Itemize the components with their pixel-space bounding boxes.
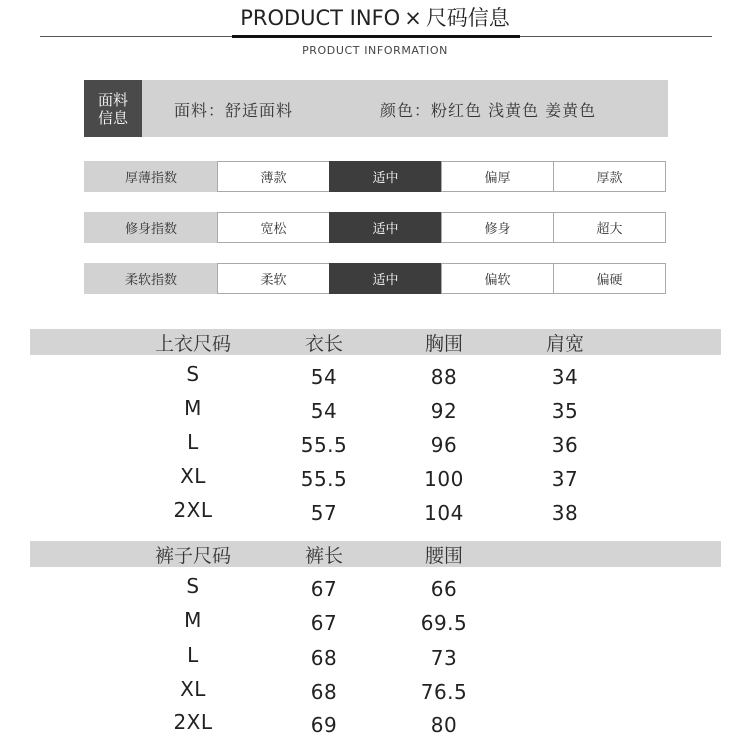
pants-waist-header: 腰围 xyxy=(424,545,464,567)
index-label: 厚薄指数 xyxy=(84,161,218,192)
table-cell: 69.5 xyxy=(420,611,468,635)
table-cell: 34 xyxy=(551,365,579,389)
fabric-material: 面料：舒适面料 xyxy=(174,101,294,120)
header-divider-accent xyxy=(232,35,520,38)
index-option-selected: 适中 xyxy=(329,263,442,294)
table-cell: 36 xyxy=(551,433,579,457)
top-shoulder-header: 肩宽 xyxy=(545,333,585,355)
table-cell: XL xyxy=(180,464,206,488)
index-option-selected: 适中 xyxy=(329,161,442,192)
table-cell: 67 xyxy=(310,611,338,635)
fabric-tag-line2: 信息 xyxy=(97,108,128,127)
index-option: 柔软 xyxy=(217,263,330,294)
thickness-index-row xyxy=(84,161,668,192)
page-title xyxy=(0,2,750,32)
index-option: 偏硬 xyxy=(553,263,666,294)
index-option: 修身 xyxy=(441,212,554,243)
table-cell: 66 xyxy=(430,577,458,601)
table-cell: M xyxy=(184,608,202,632)
top-size-header: 上衣尺码 xyxy=(154,333,232,355)
fabric-tag-line1: 面料 xyxy=(97,90,128,109)
page-subtitle: PRODUCT INFORMATION xyxy=(302,44,448,57)
top-size-header-bar xyxy=(30,329,721,355)
table-cell: L xyxy=(187,643,199,667)
table-cell: 35 xyxy=(551,399,579,423)
table-cell: L xyxy=(187,430,199,454)
fabric-info-tag xyxy=(84,80,142,137)
table-cell: 80 xyxy=(430,713,458,737)
table-cell: S xyxy=(186,362,200,386)
title-english: PRODUCT INFO xyxy=(240,6,401,30)
table-cell: 76.5 xyxy=(420,680,468,704)
index-option: 宽松 xyxy=(217,212,330,243)
title-separator: × xyxy=(404,6,422,30)
table-cell: 54 xyxy=(310,399,338,423)
index-option-selected: 适中 xyxy=(329,212,442,243)
pants-size-header: 裤子尺码 xyxy=(154,545,232,567)
table-cell: 57 xyxy=(310,501,338,525)
pants-size-header-bar xyxy=(30,541,721,567)
table-cell: 68 xyxy=(310,646,338,670)
index-label: 柔软指数 xyxy=(84,263,218,294)
top-chest-header: 胸围 xyxy=(424,333,464,355)
table-cell: 67 xyxy=(310,577,338,601)
table-cell: 38 xyxy=(551,501,579,525)
table-cell: 2XL xyxy=(173,710,213,734)
index-option: 厚款 xyxy=(553,161,666,192)
fabric-colors: 颜色：粉红色 浅黄色 姜黄色 xyxy=(380,101,597,120)
softness-index-row xyxy=(84,263,668,294)
table-cell: 68 xyxy=(310,680,338,704)
table-cell: 92 xyxy=(430,399,458,423)
table-cell: XL xyxy=(180,677,206,701)
table-cell: 69 xyxy=(310,713,338,737)
table-cell: 96 xyxy=(430,433,458,457)
table-cell: 104 xyxy=(424,501,464,525)
table-cell: M xyxy=(184,396,202,420)
table-cell: 55.5 xyxy=(300,433,348,457)
index-label: 修身指数 xyxy=(84,212,218,243)
top-length-header: 衣长 xyxy=(304,333,344,355)
table-cell: 100 xyxy=(424,467,464,491)
index-option: 偏厚 xyxy=(441,161,554,192)
index-option: 偏软 xyxy=(441,263,554,294)
index-option: 超大 xyxy=(553,212,666,243)
table-cell: 55.5 xyxy=(300,467,348,491)
table-cell: 88 xyxy=(430,365,458,389)
fit-index-row xyxy=(84,212,668,243)
title-chinese: 尺码信息 xyxy=(425,6,510,30)
table-cell: 54 xyxy=(310,365,338,389)
table-cell: S xyxy=(186,574,200,598)
table-cell: 73 xyxy=(430,646,458,670)
pants-length-header: 裤长 xyxy=(304,545,344,567)
table-cell: 37 xyxy=(551,467,579,491)
table-cell: 2XL xyxy=(173,498,213,522)
index-option: 薄款 xyxy=(217,161,330,192)
